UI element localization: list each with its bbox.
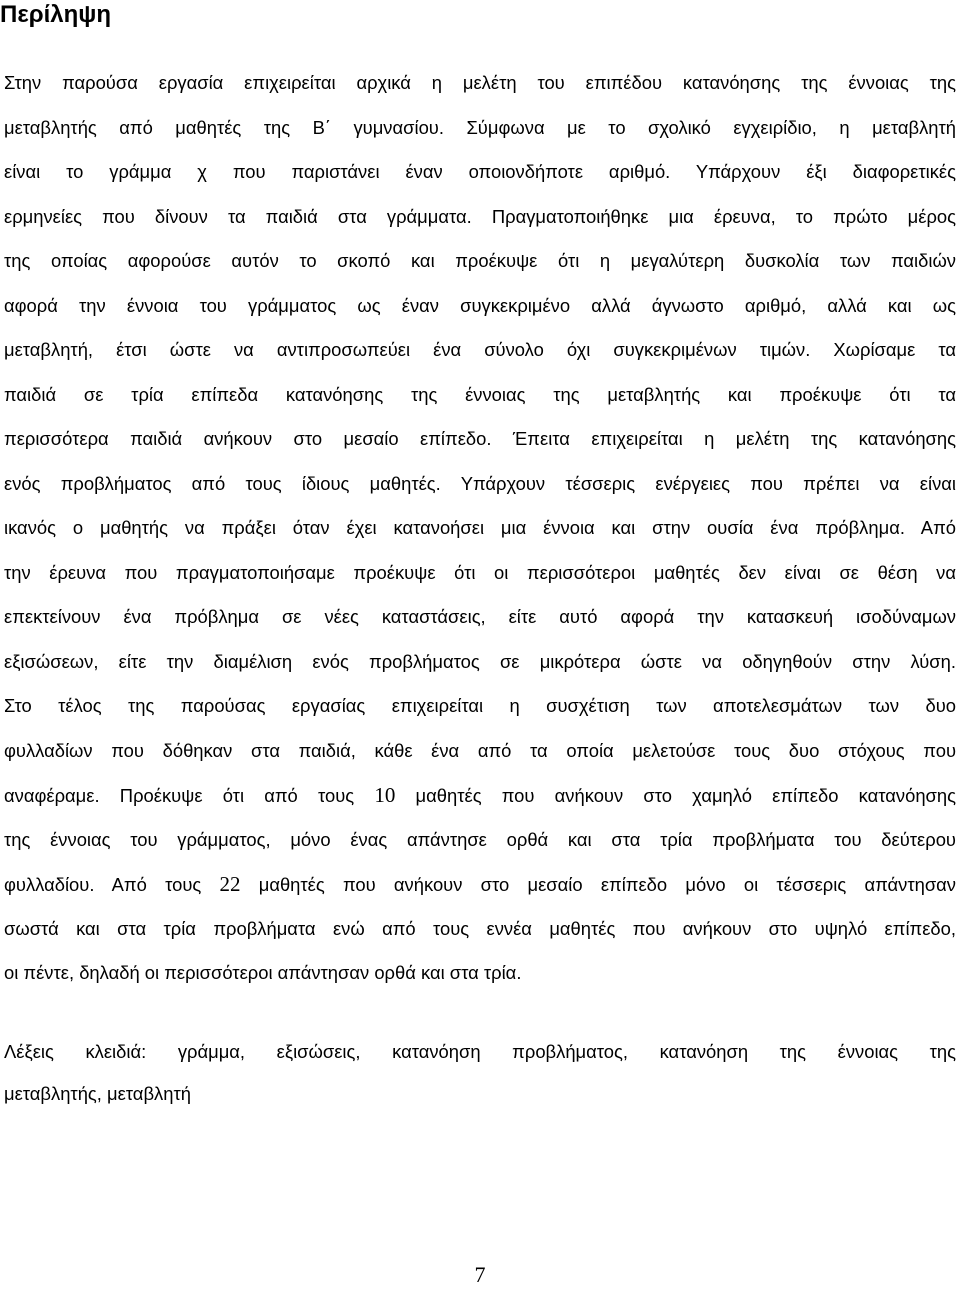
abstract-line [4,328,956,373]
abstract-line [4,61,956,106]
text-segment: μεταβλητής από μαθητές της Β΄ γυμνασίου. Σύμφωνα με το σχολικό εγχειρίδιο, η μεταβλητή [4,116,956,138]
abstract-paragraph [4,61,956,996]
abstract-line [4,907,956,952]
text-segment: Στο τέλος της παρούσας εργασίας επιχειρείται η συσχέτιση των αποτελεσμάτων των δυο [4,695,956,716]
abstract-line [4,862,956,907]
text-segment: είναι το γράμμα χ που παριστάνει έναν οποιονδήποτε αριθμό. Υπάρχουν έξι διαφορετικές [4,161,956,182]
abstract-line [4,417,956,462]
numeral: 22 [219,872,241,896]
section-title: Περίληψη [0,1,111,28]
abstract-line [4,150,956,195]
text-segment: της έννοιας του γράμματος, μόνο ένας απάντησε ορθά και στα τρία προβλήματα του δεύτερου [4,828,956,850]
text-segment: εξισώσεων, είτε την διαμέλιση ενός προβλήματος σε μικρότερα ώστε να οδηγηθούν στην λύση. [4,650,956,672]
numeral: 10 [374,783,396,807]
abstract-line [4,373,956,418]
text-segment: ερμηνείες που δίνουν τα παιδιά στα γράμματα. Πραγματοποιήθηκε μια έρευνα, το πρώτο μέρος [4,205,956,227]
text-segment: αφορά την έννοια του γράμματος ως έναν συγκεκριμένο αλλά άγνωστο αριθμό, αλλά και ως [4,294,956,316]
text-segment: αναφέραμε. Προέκυψε ότι από τους [4,785,375,806]
text-segment: οι πέντε, δηλαδή οι περισσότεροι απάντησαν ορθά και στα τρία. [4,962,522,983]
abstract-line [4,239,956,284]
abstract-line [4,729,956,774]
text-segment: επεκτείνουν ένα πρόβλημα σε νέες καταστάσεις, είτε αυτό αφορά την κατασκευή ισοδύναμων [4,606,956,627]
abstract-line [4,106,956,151]
abstract-line [4,595,956,640]
keywords-line: μεταβλητής, μεταβλητή [4,1083,191,1104]
text-segment: την έρευνα που πραγματοποιήσαμε προέκυψε ότι οι περισσότεροι μαθητές δεν είναι σε θέση να [4,561,956,583]
abstract-line [4,462,956,507]
text-segment: φυλλαδίου. Από τους [4,874,220,895]
text-segment: της οποίας αφορούσε αυτόν το σκοπό και προέκυψε ότι η μεγαλύτερη δυσκολία των παιδιών [4,250,956,271]
text-segment: μαθητές που ανήκουν στο μεσαίο επίπεδο μόνο οι τέσσερις απάντησαν [240,874,956,895]
abstract-line [4,951,956,996]
keywords-paragraph [4,1031,956,1115]
text-segment: ικανός ο μαθητής να πράξει όταν έχει κατανοήσει μια έννοια και στην ουσία ένα πρόβλημα. Από [4,517,956,538]
abstract-line [4,773,956,818]
abstract-line [4,506,956,551]
abstract-line [4,195,956,240]
keywords-line: Λέξεις κλειδιά: γράμμα, εξισώσεις, κατανόηση προβλήματος, κατανόηση της έννοιας της [4,1041,956,1062]
text-segment: ενός προβλήματος από τους ίδιους μαθητές. Υπάρχουν τέσσερις ενέργειες που πρέπει να είναι [4,472,956,494]
text-segment: Στην παρούσα εργασία επιχειρείται αρχικά η μελέτη του επιπέδου κατανόησης της έννοιας της [4,72,956,93]
abstract-line [4,684,956,729]
abstract-line [4,284,956,329]
abstract-line [4,818,956,863]
text-segment: φυλλαδίων που δόθηκαν στα παιδιά, κάθε ένα από τα οποία μελετούσε τους δυο στόχους που [4,739,956,761]
page-number: 7 [474,1262,486,1287]
text-segment: μεταβλητή, έτσι ώστε να αντιπροσωπεύει ένα σύνολο όχι συγκεκριμένων τιμών. Χωρίσαμε τα [4,339,956,360]
text-segment: περισσότερα παιδιά ανήκουν στο μεσαίο επίπεδο. Έπειτα επιχειρείται η μελέτη της κατανόησης [4,428,956,449]
abstract-line [4,640,956,685]
text-segment: παιδιά σε τρία επίπεδα κατανόησης της έννοιας της μεταβλητής και προέκυψε ότι τα [4,383,956,405]
abstract-line [4,551,956,596]
text-segment: μαθητές που ανήκουν στο χαμηλό επίπεδο κατανόησης [395,785,956,806]
text-segment: σωστά και στα τρία προβλήματα ενώ από τους εννέα μαθητές που ανήκουν στο υψηλό επίπεδο, [4,917,956,939]
